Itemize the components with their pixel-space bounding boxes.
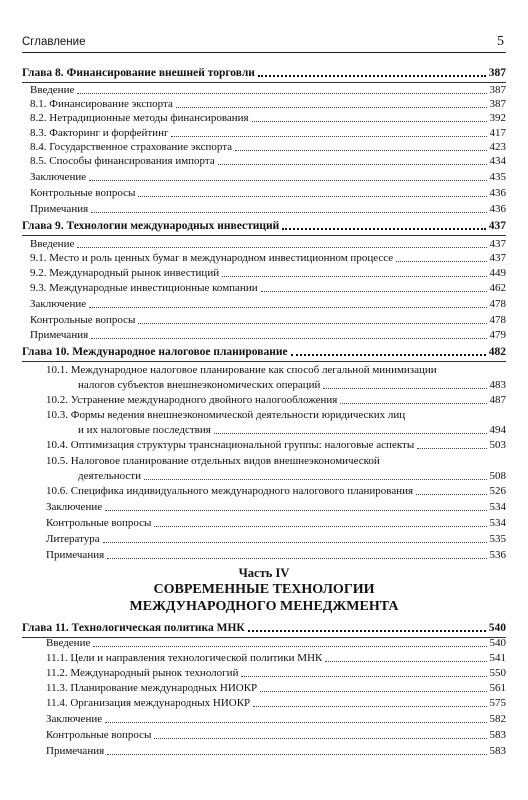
dot-leader <box>416 494 486 495</box>
entry-page: 535 <box>489 533 506 545</box>
entry-page: 575 <box>489 697 506 709</box>
chapter-title: Глава 11. Технологическая политика МНК <box>22 622 245 634</box>
entry-title: Литература <box>46 533 100 545</box>
entry-title: 9.2. Международный рынок инвестиций <box>30 267 220 279</box>
chapter-11-heading <box>22 622 506 635</box>
entry-title: 8.1. Финансирование экспорта <box>30 98 173 110</box>
toc-entry <box>30 127 506 140</box>
dot-leader <box>340 403 486 404</box>
dot-leader <box>105 510 486 511</box>
entry-title: Заключение <box>46 501 103 513</box>
entry-page: 541 <box>489 652 506 664</box>
toc-entry <box>46 533 506 546</box>
chapter-8-heading <box>22 67 506 80</box>
dot-leader <box>222 276 486 277</box>
entry-title: 11.1. Цели и направления технологической политики МНК <box>46 652 323 664</box>
dot-leader <box>396 261 486 262</box>
dot-leader <box>235 150 486 151</box>
dot-leader <box>89 180 486 181</box>
dot-leader <box>89 307 486 308</box>
entry-page: 387 <box>489 84 506 96</box>
toc-entry <box>46 697 506 710</box>
dot-leader <box>253 706 486 707</box>
toc-entry <box>46 682 506 695</box>
entry-title: Введение <box>46 637 91 649</box>
entry-page: 540 <box>489 637 506 649</box>
entry-page: 449 <box>489 267 506 279</box>
entry-title: Примечания <box>30 329 89 341</box>
toc-entry <box>30 298 506 311</box>
chapter-rule <box>22 82 506 83</box>
dot-leader <box>154 738 486 739</box>
toc-entry <box>78 424 506 437</box>
entry-title: 10.6. Специфика индивидуального международного налогового планирования <box>46 485 414 497</box>
dot-leader <box>91 338 486 339</box>
dot-leader <box>77 93 486 94</box>
part-title-line1: СОВРЕМЕННЫЕ ТЕХНОЛОГИИ <box>153 582 375 597</box>
running-header <box>22 36 506 53</box>
entry-page: 436 <box>489 187 506 199</box>
toc-entry <box>46 549 506 562</box>
chapter-9-heading <box>22 220 506 233</box>
entry-title: 11.3. Планирование международных НИОКР <box>46 682 258 694</box>
entry-page: 437 <box>489 238 506 250</box>
dot-leader <box>260 691 486 692</box>
toc-entry <box>30 187 506 200</box>
dot-leader <box>107 558 486 559</box>
chapter-page: 540 <box>488 622 506 634</box>
toc-entry <box>46 485 506 498</box>
dot-leader <box>138 196 486 197</box>
entry-page: 494 <box>489 424 506 436</box>
toc-entry <box>46 729 506 742</box>
entry-page: 534 <box>489 501 506 513</box>
dot-leader <box>258 75 486 77</box>
dot-leader <box>154 526 486 527</box>
entry-title-line2: налогов субъектов внешнеэкономических операций <box>78 379 321 391</box>
dot-leader <box>77 247 486 248</box>
dot-leader <box>171 136 486 137</box>
entry-page: 487 <box>489 394 506 406</box>
chapter-rule <box>22 235 506 236</box>
dot-leader <box>252 121 487 122</box>
entry-page: 462 <box>489 282 506 294</box>
entry-title: 8.5. Способы финансирования импорта <box>30 155 215 167</box>
entry-page: 435 <box>489 171 506 183</box>
dot-leader <box>91 212 486 213</box>
entry-title: Заключение <box>30 298 87 310</box>
chapter-rule <box>22 361 506 362</box>
entry-title-line1: 10.1. Международное налоговое планирование как способ легальной минимизации <box>46 364 437 376</box>
dot-leader <box>144 479 487 480</box>
toc-entry <box>46 652 506 665</box>
dot-leader <box>176 107 487 108</box>
entry-page: 437 <box>489 252 506 264</box>
toc-entry <box>46 517 506 530</box>
part-title-line2: МЕЖДУНАРОДНОГО МЕНЕДЖМЕНТА <box>129 599 399 614</box>
entry-page: 561 <box>489 682 506 694</box>
toc-entry <box>46 745 506 758</box>
entry-title: 11.2. Международный рынок технологий <box>46 667 239 679</box>
chapter-title: Глава 9. Технологии международных инвестиций <box>22 220 280 232</box>
page-number: 5 <box>497 34 504 49</box>
entry-page: 536 <box>489 549 506 561</box>
entry-title: 11.4. Организация международных НИОКР <box>46 697 251 709</box>
entry-title: 8.3. Факторинг и форфейтинг <box>30 127 169 139</box>
entry-page: 534 <box>489 517 506 529</box>
entry-title: Заключение <box>46 713 103 725</box>
entry-title: 9.1. Место и роль ценных бумаг в международном инвестиционном процессе <box>30 252 394 264</box>
entry-title: Контрольные вопросы <box>30 314 136 326</box>
toc-entry <box>30 171 506 184</box>
dot-leader <box>291 354 486 356</box>
entry-title-line2: деятельности <box>78 470 141 482</box>
entry-title: 10.2. Устранение международного двойного налогообложения <box>46 394 338 406</box>
entry-title: Контрольные вопросы <box>46 517 152 529</box>
entry-title: Примечания <box>30 203 89 215</box>
dot-leader <box>103 542 487 543</box>
toc-entry <box>30 238 506 251</box>
dot-leader <box>138 323 486 324</box>
entry-page: 392 <box>489 112 506 124</box>
dot-leader <box>248 630 486 632</box>
entry-title: Введение <box>30 238 75 250</box>
dot-leader <box>93 646 486 647</box>
entry-title: 8.2. Нетрадиционные методы финансирования <box>30 112 249 124</box>
entry-page: 483 <box>489 379 506 391</box>
entry-page: 508 <box>489 470 506 482</box>
toc-entry <box>30 141 506 154</box>
toc-entry <box>46 713 506 726</box>
toc-entry <box>30 98 506 111</box>
entry-page: 583 <box>489 745 506 757</box>
toc-entry <box>30 267 506 280</box>
chapter-page: 387 <box>488 67 506 79</box>
entry-title: Заключение <box>30 171 87 183</box>
chapter-page: 437 <box>488 220 506 232</box>
toc-entry <box>30 84 506 97</box>
dot-leader <box>241 676 486 677</box>
toc-entry <box>46 667 506 680</box>
dot-leader <box>323 388 486 389</box>
part-label: Часть IV <box>238 566 290 580</box>
entry-title: 8.4. Государственное страхование экспорта <box>30 141 233 153</box>
entry-title: Контрольные вопросы <box>46 729 152 741</box>
dot-leader <box>218 164 487 165</box>
dot-leader <box>417 448 486 449</box>
entry-title-line1: 10.5. Налоговое планирование отдельных видов внешнеэкономической <box>46 455 380 467</box>
entry-page: 436 <box>489 203 506 215</box>
dot-leader <box>107 754 486 755</box>
entry-page: 417 <box>489 127 506 139</box>
entry-page: 387 <box>489 98 506 110</box>
entry-title: Контрольные вопросы <box>30 187 136 199</box>
entry-title: 9.3. Международные инвестиционные компании <box>30 282 258 294</box>
entry-title: Примечания <box>46 549 105 561</box>
entry-page: 434 <box>489 155 506 167</box>
toc-entry <box>30 329 506 342</box>
toc-entry <box>46 637 506 650</box>
chapter-title: Глава 10. Международное налоговое планирование <box>22 346 288 358</box>
running-title: Сглавление <box>22 36 86 48</box>
dot-leader <box>325 661 486 662</box>
dot-leader <box>282 228 486 230</box>
toc-entry <box>30 252 506 265</box>
entry-page: 582 <box>489 713 506 725</box>
toc-entry <box>46 394 506 407</box>
entry-page: 479 <box>489 329 506 341</box>
entry-title: 10.4. Оптимизация структуры транснациональной группы: налоговые аспекты <box>46 439 415 451</box>
entry-page: 503 <box>489 439 506 451</box>
entry-page: 478 <box>489 314 506 326</box>
toc-entry <box>30 112 506 125</box>
entry-title: Примечания <box>46 745 105 757</box>
chapter-page: 482 <box>488 346 506 358</box>
toc-entry <box>30 203 506 216</box>
chapter-title: Глава 8. Финансирование внешней торговли <box>22 67 255 79</box>
dot-leader <box>261 291 487 292</box>
toc-entry <box>78 470 506 483</box>
entry-page: 478 <box>489 298 506 310</box>
dot-leader <box>214 433 487 434</box>
toc-entry <box>30 314 506 327</box>
entry-page: 526 <box>489 485 506 497</box>
entry-title: Введение <box>30 84 75 96</box>
toc-entry <box>46 501 506 514</box>
toc-entry <box>46 439 506 452</box>
entry-title-line1: 10.3. Формы ведения внешнеэкономической деятельности юридических лиц <box>46 409 406 421</box>
entry-page: 583 <box>489 729 506 741</box>
dot-leader <box>105 722 486 723</box>
toc-entry <box>30 155 506 168</box>
entry-page: 423 <box>489 141 506 153</box>
toc-entry <box>78 379 506 392</box>
toc-entry <box>30 282 506 295</box>
entry-page: 550 <box>489 667 506 679</box>
entry-title-line2: и их налоговые последствия <box>78 424 211 436</box>
chapter-10-heading <box>22 346 506 359</box>
